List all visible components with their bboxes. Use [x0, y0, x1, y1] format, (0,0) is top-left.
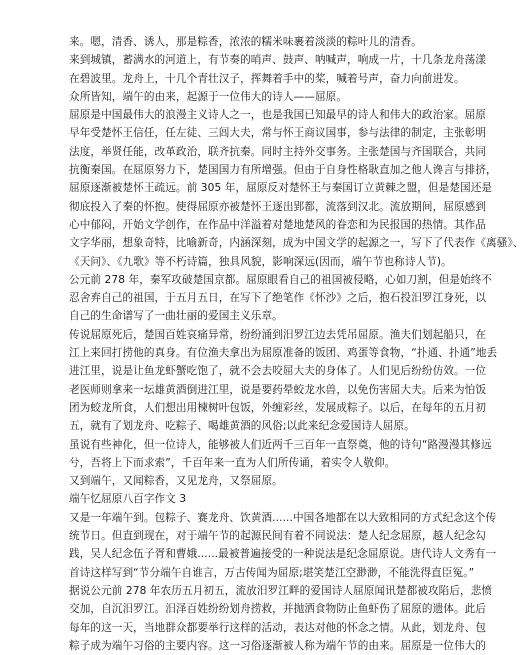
text-line: 众所皆知，端午的由来，起源于一位伟大的诗人——屈原。 — [69, 90, 348, 103]
text-line: 首诗这样写到“节分端午自谁言，万古传闻为屈原;堪笑楚江空渺渺，不能洗得直臣冤。” — [69, 566, 475, 579]
text-line: 法度，举贤任能，改革政治，联齐抗秦。同时主持外交事务。主张楚国与齐国联合，共同 — [69, 145, 487, 158]
text-line: 又是一年端午到。包粽子、赛龙舟、饮黄酒......中国各地都在以大致相同的方式纪念这个传 — [69, 511, 497, 524]
text-line: 交加，自沉汨罗江。汨泽百姓纷纷划舟捞救，并抛洒食物防止鱼虾伤了屈原的遗体。此后 — [69, 603, 487, 616]
text-line: 来到城镇，蓄满水的河道上，有节奏的哨声、鼓声、呐喊声，响成一片，十几条龙舟荡漾 — [69, 54, 487, 67]
text-line: 五，就有了划龙舟、吃粽子、喝雄黄酒的风俗;以此来纪念爱国诗人屈原。 — [69, 420, 415, 433]
text-line: 抗衡秦国。在屈原努力下，楚国国力有所增强。但由于自身性格耿直加之他人谗言与排挤， — [69, 164, 497, 177]
text-line: 虽说有些神化，但一位诗人，能够被人们近两千三百年一直祭奠，他的诗句“路漫漫其修远 — [69, 438, 492, 451]
text-line: 屈原是中国最伟大的浪漫主义诗人之一，也是我国已知最早的诗人和伟大的政治家。屈原 — [69, 109, 487, 122]
text-line: 屈原逐渐被楚怀王疏远。前 305 年，屈原反对楚怀王与秦国订立黄棘之盟，但是楚国还是 — [69, 182, 493, 195]
text-line: 自己的生命谱写了一曲壮丽的爱国主义乐章。 — [69, 310, 283, 323]
text-line: 兮，吾将上下而求索”，千百年来一直为人们所传诵，着实令人敬仰。 — [69, 456, 396, 469]
text-line: 据说公元前 278 年农历五月初五，流放汨罗江畔的爱国诗人屈原闻讯楚都被攻陷后，悲愤 — [69, 584, 493, 597]
text-line: 传说屈原死后，楚国百姓哀痛异常，纷纷涌到汨罗江边去凭吊屈原。渔夫们划起船只，在 — [69, 328, 487, 341]
text-line: 心中郁闷，开始文学创作，在作品中洋溢着对楚地楚风的眷恋和为民报国的热情。其作品 — [69, 218, 487, 231]
document-body — [69, 33, 524, 655]
text-line: 早年受楚怀王信任，任左徒、三闾大夫，常与怀王商议国事，参与法律的制定，主张彰明 — [69, 127, 487, 140]
text-line: 来。嗯，清香、诱人，那是粽香，浓浓的糯米味裹着淡淡的粽叶儿的清香。 — [69, 36, 422, 48]
text-line: 团为蛟龙所食，人们想出用楝树叶包饭，外缠彩丝，发展成粽子。以后，在每年的五月初 — [69, 401, 487, 414]
text-line: 又到端午，又闻粽香，又见龙舟，又祭屈原。 — [69, 475, 283, 488]
text-line: 老医师则拿来一坛雄黄酒倒进江里，说是要药晕蛟龙水兽，以免伤害屈大夫。后来为怕饭 — [69, 383, 487, 396]
text-line: 进江里，说是让鱼龙虾蟹吃饱了，就不会去咬屈大夫的身体了。人们见后纷纷仿效。一位 — [69, 365, 487, 378]
text-line: 《天问》、《九歌》等不朽诗篇，独具风貌，影响深远(因而，端午节也称诗人节)。 — [69, 255, 452, 268]
section-heading: 端午忆屈原八百字作文 3 — [69, 493, 187, 506]
text-line: 践，吴人纪念伍子胥和曹娥......最被普遍接受的一种说法是纪念屈原说。唐代诗人文秀有一 — [69, 548, 497, 561]
text-line: 江上来回打捞他的真身。有位渔夫拿出为屈原准备的饭团、鸡蛋等食物，“扑通、扑通”地丢 — [69, 347, 498, 360]
text-line: 统节日。但直到现在，对于端午节的起源民间有着不同说法：楚人纪念屈原，越人纪念勾 — [69, 530, 487, 543]
text-line: 忍舍弃自己的祖国，于五月五日，在写下了绝笔作《怀沙》之后，抱石投汨罗江身死，以 — [69, 292, 487, 305]
text-line: 在碧波里。龙舟上，十几个青壮汉子，挥舞着手中的桨，喊着号声，奋力向前进发。 — [69, 72, 465, 85]
text-line: 文字华丽，想象奇特，比喻新奇，内涵深刻，成为中国文学的起源之一，写下了代表作《离骚》、 — [69, 237, 524, 250]
text-line: 彻底投入了秦的怀抱。使得屈原亦被楚怀王逐出郢都，流落到汉北。流放期间，屈原感到 — [69, 200, 487, 213]
text-line: 粽子成为端午习俗的主要内容。这一习俗逐渐被人称为端午节的由来。屈原是一位伟大的 — [69, 639, 487, 652]
text-line: 每年的这一天，当地群众都要举行这样的活动，表达对他的怀念之情。从此，划龙舟、包 — [69, 621, 487, 634]
text-line: 公元前 278 年，秦军攻破楚国京都。屈原眼看自己的祖国被侵略，心如刀割，但是始终不 — [69, 273, 493, 286]
